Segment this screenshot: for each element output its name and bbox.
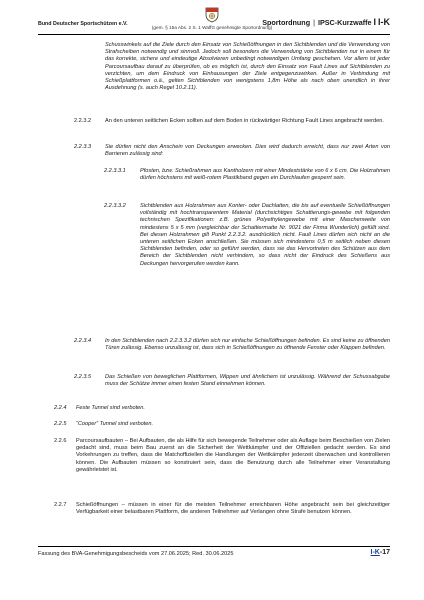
footer-rule [38, 546, 390, 547]
section-text: Das Schießen von beweglichen Plattformen, Wippen und ähnlichem ist unzulässig. Während der Schussabgabe muss der Schütze immer einen festen Stand einnehmen können. [105, 374, 390, 388]
section-text: Feste Tunnel sind verboten. [76, 405, 145, 411]
page-prefix: I-K [370, 549, 380, 556]
page-sep: - [379, 549, 383, 556]
page-number-value: 17 [382, 549, 390, 556]
section-text: Sichtblenden aus Holzrahmen aus Konter- oder Dachlatten, die bis auf eventuelle Schießöffnungen vollständig mit hochtransparentem Material (durchsichtiges Schattierungs-gewebe mit folgenden technischen Spezifikationen: z.B. grünes Polyethylengewebe mit einer Maschenweite von mindestens 5 x 5 mm (vergleichbar der Schattiermatte Nr. 9021 der Firma Wunderlich) gefüllt sind. Bei diesen Holzrahmen gilt Punkt 2.2.3.2. ausdrücklich nicht. Fault Lines dürfen sich nicht an die unteren seitlichen Ecken anschließen. Sie müssen sich mindestens 0,5 m seitlich neben diesen Sichtblenden befinden, oder so geführt werden, dass sie das Hervortreten des Schützen aus dem Bereich der Sichtblenden nicht verhindern, so dass nicht der Eindruck des Schießens aus Deckungen hervorgerufen werden kann. [140, 203, 390, 267]
section-number: 2.2.3.5 [74, 374, 92, 380]
header-title-main: Sportordnung [262, 18, 311, 27]
section-text: “Cooper” Tunnel sind verboten. [76, 421, 154, 427]
header-rule [38, 34, 390, 35]
page-number [371, 549, 390, 556]
section-text: Schießöffnungen – müssen in einer für die meisten Teilnehmer erreichbaren Höhe angebracht sein bei gleichzeitiger Verfügbarkeit einer belastbaren Plattform, die anderen Teilnehmer auf Verlangen ohne Strafe benutzen können. [76, 502, 390, 516]
section-text: An den unteren seitlichen Ecken sollten auf dem Boden in rückwärtiger Richtung Fault Lines angebracht werden. [105, 118, 384, 124]
section-number: 2.2.4 [54, 405, 67, 411]
section-number: 2.2.3.3 [74, 144, 92, 150]
header-legal-basis: (gem. § 15a Abs. 2 S. 1 WaffG genehmigte Sportordnung) [151, 25, 273, 30]
section-number: 2.2.3.2 [74, 118, 92, 124]
section-number: 2.2.5 [54, 421, 67, 427]
section-number: 2.2.6 [54, 438, 67, 444]
section-text: Pfosten, bzw. Schießrahmen aus Kantholzern mit einer Mindeststärke von 6 x 6 cm. Die Holzrahmen dürfen höchstens mit weiß-rotem Plastikband gegen ein Durchlaufen gesperrt sein. [140, 168, 390, 182]
header-title-separator: | [313, 18, 315, 27]
header-title-sub: IPSC-Kurzwaffe [317, 18, 372, 27]
section-number: 2.2.7 [54, 502, 67, 508]
section-number: 2.2.3.3.2 [104, 203, 126, 209]
header-part-sep: I [373, 17, 376, 27]
header-part-code: I-K [378, 17, 390, 27]
section-text: Parcoursaufbauten – Bei Aufbauten, die als Hilfe für sich bewegende Teilnehmer oder als Auflage beim Beschießen von Zielen gedacht sind, muss beim Bau zuerst an die Sicherheit der Wettkämpfer und der Offiziellen gedacht werden. Es sind Vorkehrungen zu treffen, dass die Matchoffiziellen die Handlungen der Wettkämpfer jederzeit überwachen und kontrollieren können. Die Aufbauten müssen so konstruiert sein, dass die Benutzung durch alle Teilnehmer einer Veranstaltung gewährleistet ist. [76, 438, 390, 473]
section-number: 2.2.3.4 [74, 338, 92, 344]
intro-paragraph: Schusswinkels auf die Ziele durch den Einsatz von Schießöffnungen in den Sichtblenden und die Verwendung von Strafscheiben notwendig und sinnvoll. Jedoch soll besonders die Verwendung von Sichtblenden nur in einem für das korrekte, sichere und eindeutige Absolvieren unbedingt notwendigen Umfang geschehen. Vor allem ist jeder Parcoursaufbau darauf zu überprüfen, ob es möglich ist, durch den Einsatz von Fault Lines auf Sichtblenden zu verzichten, um dem Eindruck von Einhausungen der Ziele entgegenzuwirken. Außer in Verbindung mit Schießplattformen o.ä., gelten Sichtblenden von wenigstens 1,8m Höhe als nach oben unendlich in ihrer Ausdehnung (s. auch Regel 10.2.11). [105, 42, 390, 92]
section-number: 2.2.3.3.1 [104, 168, 126, 174]
bdsv-shield-logo-icon [205, 7, 219, 23]
section-text: In den Sichtblenden nach 2.2.3.3.2 dürfen sich nur einfache Schießöffnungen befinden. Es sind keine zu öffnenden Türen zulässig. Ebenso unzulässig ist, dass sich in Schießöffnungen zu öffnende Fenster oder Klappen befinden. [105, 338, 390, 352]
section-text: Sie dürfen nicht den Anschein von Deckungen erwecken. Dies wird dadurch erreicht, dass nur zwei Arten von Barrieren zulässig sind: [105, 144, 390, 158]
header-org: Bund Deutscher Sportschützen e.V. [38, 21, 128, 27]
footer-approval: Fassung des BVA-Genehmigungsbescheids vom 27.06.2025; Red. 30.06.2025 [38, 551, 234, 557]
header-doc-title [262, 17, 390, 27]
